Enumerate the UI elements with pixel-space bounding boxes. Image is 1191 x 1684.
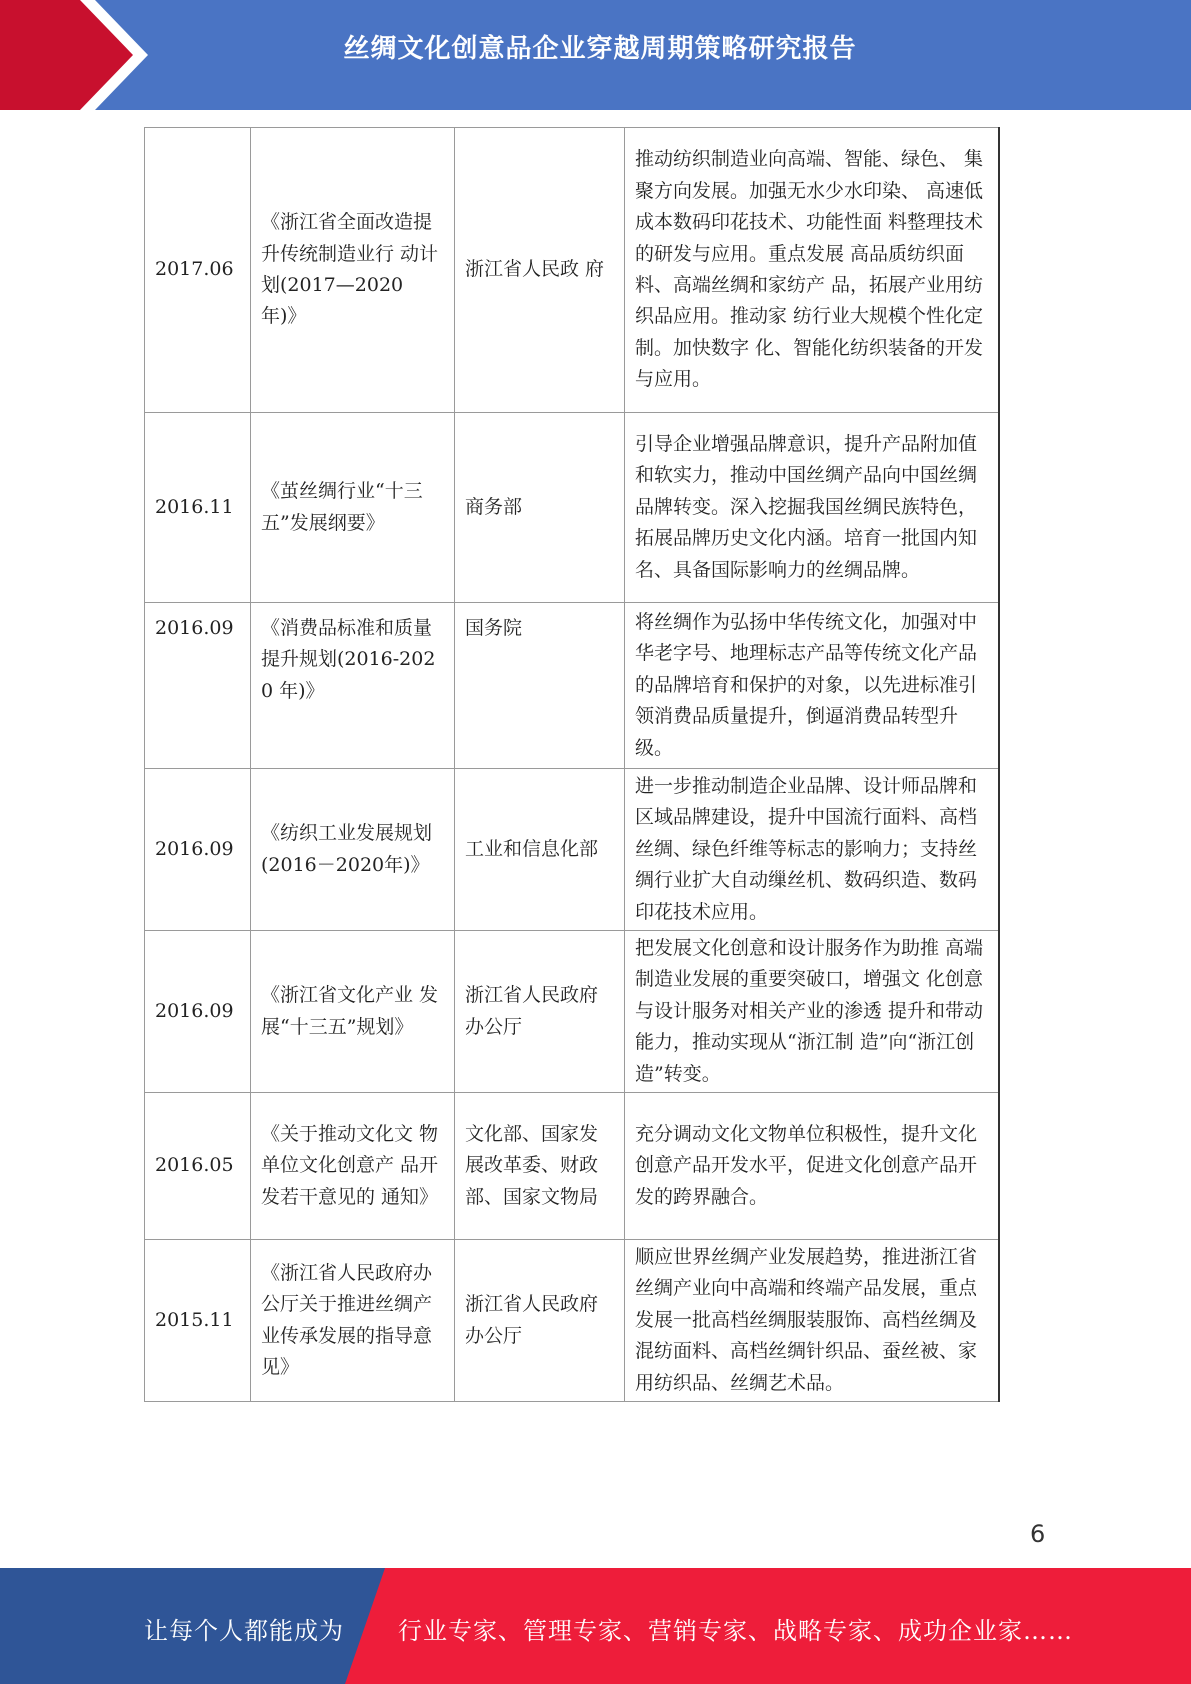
table-row xyxy=(145,769,999,931)
document-cell: 《浙江省人民政府办公厅关于推进丝绸产业传承发展的指导意见》 xyxy=(251,1240,455,1402)
document-cell: 《茧丝绸行业“十三五”发展纲要》 xyxy=(251,413,455,603)
issuer-cell: 浙江省人民政府办公厅 xyxy=(455,1240,625,1402)
policy-table xyxy=(144,127,1000,1402)
table-row xyxy=(145,1093,999,1240)
page-header xyxy=(0,0,1191,110)
document-cell: 《关于推动文化文 物单位文化创意产 品开发若干意见的 通知》 xyxy=(251,1093,455,1240)
document-cell: 《消费品标准和质量提升规划(2016-2020 年)》 xyxy=(251,603,455,769)
content-cell: 将丝绸作为弘扬中华传统文化，加强对中华老字号、地理标志产品等传统文化产品的品牌培育和保护的对象，以先进标准引领消费品质量提升，倒逼消费品转型升级。 xyxy=(625,603,999,769)
issuer-cell: 浙江省人民政府 办公厅 xyxy=(455,931,625,1093)
table-row xyxy=(145,603,999,769)
issuer-cell: 浙江省人民政 府 xyxy=(455,128,625,413)
footer-slogan-left: 让每个人都能成为 xyxy=(144,1617,344,1645)
date-cell: 2016.09 xyxy=(145,931,251,1093)
footer-slogan-right: 行业专家、管理专家、营销专家、战略专家、成功企业家…… xyxy=(398,1617,1073,1645)
table-row xyxy=(145,931,999,1093)
document-cell: 《纺织工业发展规划(2016－2020年)》 xyxy=(251,769,455,931)
table-row xyxy=(145,413,999,603)
issuer-cell: 商务部 xyxy=(455,413,625,603)
issuer-cell: 国务院 xyxy=(455,603,625,769)
header-chevron-decoration xyxy=(0,0,150,110)
date-cell: 2016.11 xyxy=(145,413,251,603)
date-cell: 2016.09 xyxy=(145,603,251,769)
report-title: 丝绸文化创意品企业穿越周期策略研究报告 xyxy=(343,34,857,64)
content-cell: 充分调动文化文物单位积极性，提升文化创意产品开发水平，促进文化创意产品开发的跨界融合。 xyxy=(625,1093,999,1240)
table-row xyxy=(145,128,999,413)
date-cell: 2015.11 xyxy=(145,1240,251,1402)
content-cell: 顺应世界丝绸产业发展趋势，推进浙江省丝绸产业向中高端和终端产品发展，重点发展一批高档丝绸服装服饰、高档丝绸及混纺面料、高档丝绸针织品、蚕丝被、家用纺织品、丝绸艺术品。 xyxy=(625,1240,999,1402)
page-number: 6 xyxy=(1030,1520,1046,1548)
table-row xyxy=(145,1240,999,1402)
issuer-cell: 文化部、国家发 展改革委、财政 部、国家文物局 xyxy=(455,1093,625,1240)
issuer-cell: 工业和信息化部 xyxy=(455,769,625,931)
date-cell: 2016.05 xyxy=(145,1093,251,1240)
content-cell: 推动纺织制造业向高端、智能、绿色、 集聚方向发展。加强无水少水印染、 高速低成本数码印花技术、功能性面 料整理技术的研发与应用。重点发展 高品质纺织面料、高端丝绸和家纺产 品，拓展产业用纺织品应用。推动家 纺行业大规模个性化定制。加快数字 化、智能化纺织装备的开发与应用。 xyxy=(625,128,999,413)
date-cell: 2016.09 xyxy=(145,769,251,931)
content-cell: 进一步推动制造企业品牌、设计师品牌和区域品牌建设，提升中国流行面料、高档丝绸、绿色纤维等标志的影响力；支持丝绸行业扩大自动缫丝机、数码织造、数码印花技术应用。 xyxy=(625,769,999,931)
page-footer xyxy=(0,1568,1191,1684)
document-cell: 《浙江省全面改造提升传统制造业行 动计划(2017—2020 年)》 xyxy=(251,128,455,413)
content-cell: 把发展文化创意和设计服务作为助推 高端制造业发展的重要突破口，增强文 化创意与设计服务对相关产业的渗透 提升和带动能力，推动实现从“浙江制 造”向“浙江创造”转变。 xyxy=(625,931,999,1093)
date-cell: 2017.06 xyxy=(145,128,251,413)
content-cell: 引导企业增强品牌意识，提升产品附加值和软实力，推动中国丝绸产品向中国丝绸品牌转变。深入挖掘我国丝绸民族特色，拓展品牌历史文化内涵。培育一批国内知名、具备国际影响力的丝绸品牌。 xyxy=(625,413,999,603)
document-cell: 《浙江省文化产业 发展“十三五”规划》 xyxy=(251,931,455,1093)
